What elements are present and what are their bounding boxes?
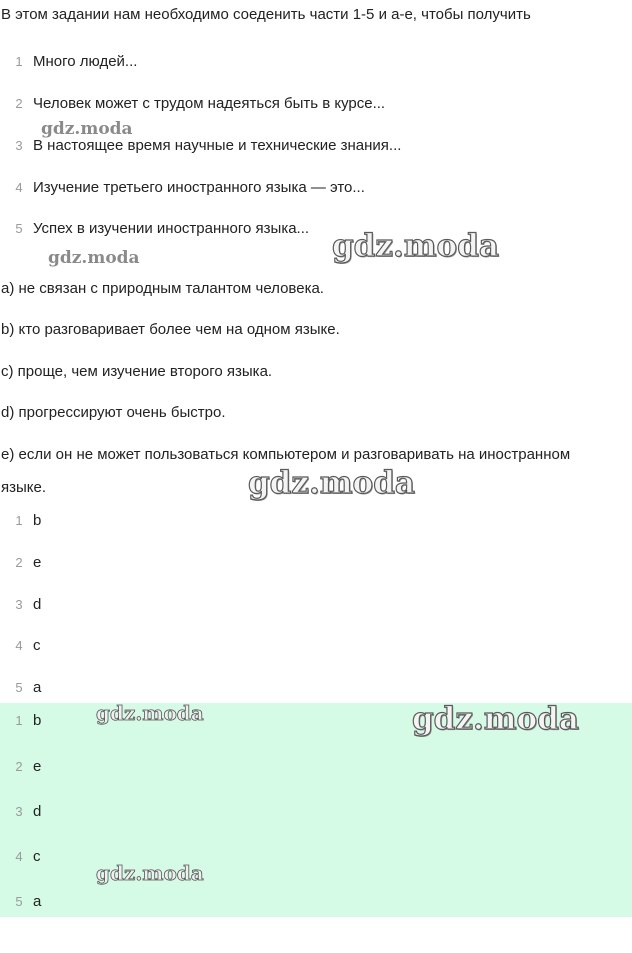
watermark: gdz.moda bbox=[96, 701, 204, 725]
part-text: Изучение третьего иностранного языка — это... bbox=[33, 179, 365, 196]
answer-value: b bbox=[33, 712, 42, 729]
answer-value: a bbox=[33, 679, 42, 696]
watermark: gdz.moda bbox=[48, 248, 140, 268]
part-number: 5 bbox=[15, 221, 23, 236]
watermark: gdz.moda bbox=[412, 701, 579, 737]
answer-number: 1 bbox=[15, 513, 23, 528]
part-text: Успех в изучении иностранного языка... bbox=[33, 220, 310, 237]
answer-value: a bbox=[33, 893, 42, 910]
option-c: c) проще, чем изучение второго языка. bbox=[1, 363, 273, 380]
watermark: gdz.moda bbox=[41, 119, 133, 139]
answer-value: d bbox=[33, 803, 42, 820]
answer-value: b bbox=[33, 512, 42, 529]
part-text: Много людей... bbox=[33, 53, 138, 70]
option-a: a) не связан с природным талантом человека. bbox=[1, 280, 324, 297]
answer-number: 4 bbox=[15, 849, 23, 864]
answer-value: e bbox=[33, 758, 42, 775]
answer-number: 2 bbox=[15, 759, 23, 774]
watermark: gdz.moda bbox=[332, 228, 499, 264]
part-number: 4 bbox=[15, 180, 23, 195]
part-text: В настоящее время научные и технические знания... bbox=[33, 137, 402, 154]
part-number: 3 bbox=[15, 138, 23, 153]
part-number: 2 bbox=[15, 96, 23, 111]
answer-number: 3 bbox=[15, 597, 23, 612]
part-number: 1 bbox=[15, 54, 23, 69]
answer-value: c bbox=[33, 637, 41, 654]
answer-value: c bbox=[33, 848, 41, 865]
option-d: d) прогрессируют очень быстро. bbox=[1, 404, 226, 421]
option-b: b) кто разговаривает более чем на одном языке. bbox=[1, 321, 340, 338]
answer-number: 3 bbox=[15, 804, 23, 819]
part-text: Человек может с трудом надеяться быть в курсе... bbox=[33, 95, 386, 112]
answer-value: d bbox=[33, 596, 42, 613]
answer-number: 5 bbox=[15, 680, 23, 695]
watermark: gdz.moda bbox=[96, 861, 204, 885]
answer-number: 1 bbox=[15, 713, 23, 728]
answer-value: e bbox=[33, 554, 42, 571]
answer-number: 5 bbox=[15, 894, 23, 909]
watermark: gdz.moda bbox=[248, 465, 415, 501]
task-intro: В этом задании нам необходимо соеденить части 1-5 и a-e, чтобы получить bbox=[1, 6, 531, 23]
option-e: e) если он не может пользоваться компьютером и разговаривать на иностранном языке. bbox=[1, 446, 571, 496]
answer-number: 2 bbox=[15, 555, 23, 570]
answer-number: 4 bbox=[15, 638, 23, 653]
